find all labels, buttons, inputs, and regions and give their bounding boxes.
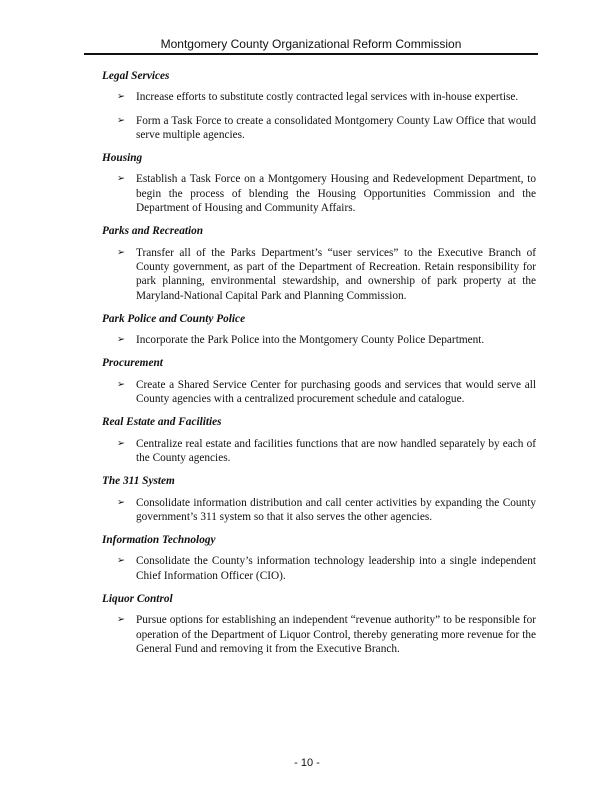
bullet-list [102, 246, 536, 303]
section-title: Liquor Control [102, 593, 173, 606]
bullet-text: Establish a Task Force on a Montgomery Housing and Redevelopment Department, to begin the process of blending the Housing Opportunities Commission and the Department of Housing and Community Affairs. [136, 173, 536, 215]
bullet-text: Create a Shared Service Center for purchasing goods and services that would serve all County agencies with a centralized procurement schedule and catalogue. [136, 378, 536, 406]
bullet-item [102, 437, 536, 466]
arrow-bullet-icon: ➢ [117, 92, 125, 103]
section-information-technology [102, 533, 536, 583]
section-title: Legal Services [102, 70, 170, 82]
bullet-list [102, 437, 536, 466]
bullet-item [102, 114, 536, 143]
arrow-bullet-icon: ➢ [117, 556, 125, 567]
bullet-list [102, 333, 536, 347]
bullet-item [102, 90, 536, 104]
bullet-text: Transfer all of the Parks Department’s “user services” to the Executive Branch of County government, as part of the Department of Recreation. Retain responsibility for park planning, environmental stewardship, and ownership of park property at the Maryland-National Capital Park and Planning Commission. [136, 246, 536, 302]
bullet-text: Pursue options for establishing an independent “revenue authority” to be responsible for operation of the Department of Liquor Control, thereby generating more revenue for the General Fund and removing it from the Executive Branch. [136, 614, 536, 655]
arrow-bullet-icon: ➢ [117, 247, 125, 258]
bullet-text: Consolidate the County’s information technology leadership into a single independent Chief Information Officer (CIO). [136, 555, 536, 582]
bullet-text: Increase efforts to substitute costly contracted legal services with in-house expertise. [136, 91, 519, 104]
bullet-text: Incorporate the Park Police into the Montgomery County Police Department. [136, 334, 485, 347]
header-rule [84, 53, 538, 55]
section-title: Real Estate and Facilities [102, 416, 222, 429]
section-legal-services [102, 69, 536, 142]
arrow-bullet-icon: ➢ [117, 335, 125, 346]
bullet-item [102, 333, 536, 347]
bullet-text: Form a Task Force to create a consolidated Montgomery County Law Office that would serve multiple agencies. [136, 114, 536, 141]
bullet-item [102, 378, 536, 407]
bullet-list [102, 90, 536, 142]
bullet-item [102, 613, 536, 656]
section-the-311-system [102, 474, 536, 524]
arrow-bullet-icon: ➢ [117, 438, 125, 449]
section-title: Procurement [102, 357, 163, 370]
arrow-bullet-icon: ➢ [117, 379, 125, 390]
document-body [102, 69, 536, 665]
bullet-item [102, 172, 536, 215]
arrow-bullet-icon: ➢ [117, 497, 125, 508]
arrow-bullet-icon: ➢ [117, 174, 125, 185]
bullet-list [102, 554, 536, 583]
arrow-bullet-icon: ➢ [117, 615, 125, 626]
section-title: Park Police and County Police [102, 312, 246, 325]
bullet-list [102, 378, 536, 407]
bullet-text: Consolidate information distribution and call center activities by expanding the County government’s 311 system so that it also serves the other agencies. [136, 496, 536, 523]
bullet-list [102, 172, 536, 215]
section-title: Information Technology [102, 534, 216, 547]
arrow-bullet-icon: ➢ [117, 115, 125, 126]
section-title: Housing [102, 152, 143, 165]
section-liquor-control [102, 592, 536, 656]
bullet-list [102, 496, 536, 525]
section-housing [102, 151, 536, 215]
section-title: Parks and Recreation [102, 225, 204, 238]
section-real-estate-and-facilities [102, 415, 536, 465]
section-title: The 311 System [102, 475, 175, 488]
section-parks-and-recreation [102, 224, 536, 302]
page-number: - 10 - [294, 757, 320, 769]
section-park-police-and-county-police [102, 312, 536, 348]
bullet-text: Centralize real estate and facilities functions that are now handled separately by each of the County agencies. [136, 437, 536, 464]
page-header-title: Montgomery County Organizational Reform Commission [160, 37, 462, 51]
bullet-item [102, 246, 536, 303]
section-procurement [102, 356, 536, 406]
bullet-item [102, 554, 536, 583]
bullet-list [102, 613, 536, 656]
bullet-item [102, 496, 536, 525]
